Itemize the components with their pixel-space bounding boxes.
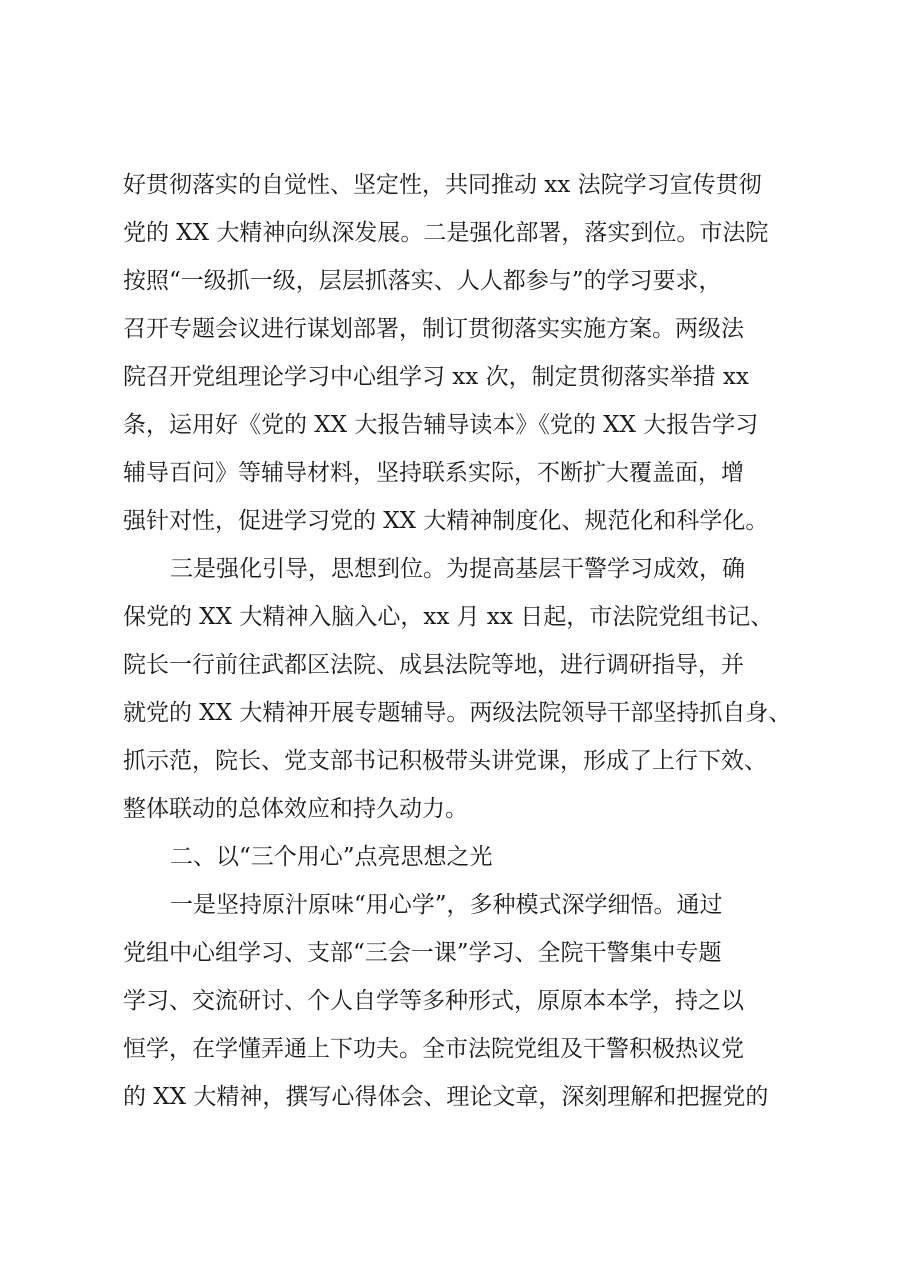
section-heading: 二、以“三个用心”点亮思想之光 xyxy=(170,844,493,870)
text-line: 院召开党组理论学习中心组学习 xx 次，制定贯彻落实举措 xx xyxy=(123,364,749,390)
text-line: 辅导百问》等辅导材料，坚持联系实际，不断扩大覆盖面，增 xyxy=(123,460,744,486)
text-line: 保党的 XX 大精神入脑入心，xx 月 xx 日起，市法院党组书记、 xyxy=(123,604,774,630)
paragraph-first-line: 一是坚持原汁原味“用心学”，多种模式深学细悟。通过 xyxy=(170,892,723,918)
text-line: 恒学，在学懂弄通上下功夫。全市法院党组及干警积极热议党 xyxy=(123,1036,744,1062)
text-line: 的 XX 大精神，撰写心得体会、理论文章，深刻理解和把握党的 xyxy=(123,1084,769,1110)
text-line: 党组中心组学习、支部“三会一课”学习、全院干警集中专题 xyxy=(123,940,722,966)
text-line: 党的 XX 大精神向纵深发展。二是强化部署，落实到位。市法院 xyxy=(123,220,769,246)
text-line: 条，运用好《党的 XX 大报告辅导读本》《党的 XX 大报告学习 xyxy=(123,412,759,438)
paragraph-first-line: 三是强化引导，思想到位。为提高基层干警学习成效，确 xyxy=(170,556,745,582)
text-line: 抓示范，院长、党支部书记积极带头讲党课，形成了上行下效、 xyxy=(123,748,767,774)
text-line: 学习、交流研讨、个人自学等多种形式，原原本本学，持之以 xyxy=(123,988,744,1014)
text-line: 好贯彻落实的自觉性、坚定性，共同推动 xx 法院学习宣传贯彻 xyxy=(123,172,762,198)
text-line: 整体联动的总体效应和持久动力。 xyxy=(123,796,468,822)
text-line: 按照“一级抓一级，层层抓落实、人人都参与”的学习要求， xyxy=(123,268,722,294)
text-line: 召开专题会议进行谋划部署，制订贯彻落实实施方案。两级法 xyxy=(123,316,744,342)
text-line: 强针对性，促进学习党的 XX 大精神制度化、规范化和科学化。 xyxy=(123,508,769,534)
text-line: 院长一行前往武都区法院、成县法院等地，进行调研指导，并 xyxy=(123,652,744,678)
text-line: 就党的 XX 大精神开展专题辅导。两级法院领导干部坚持抓自身、 xyxy=(123,700,792,726)
